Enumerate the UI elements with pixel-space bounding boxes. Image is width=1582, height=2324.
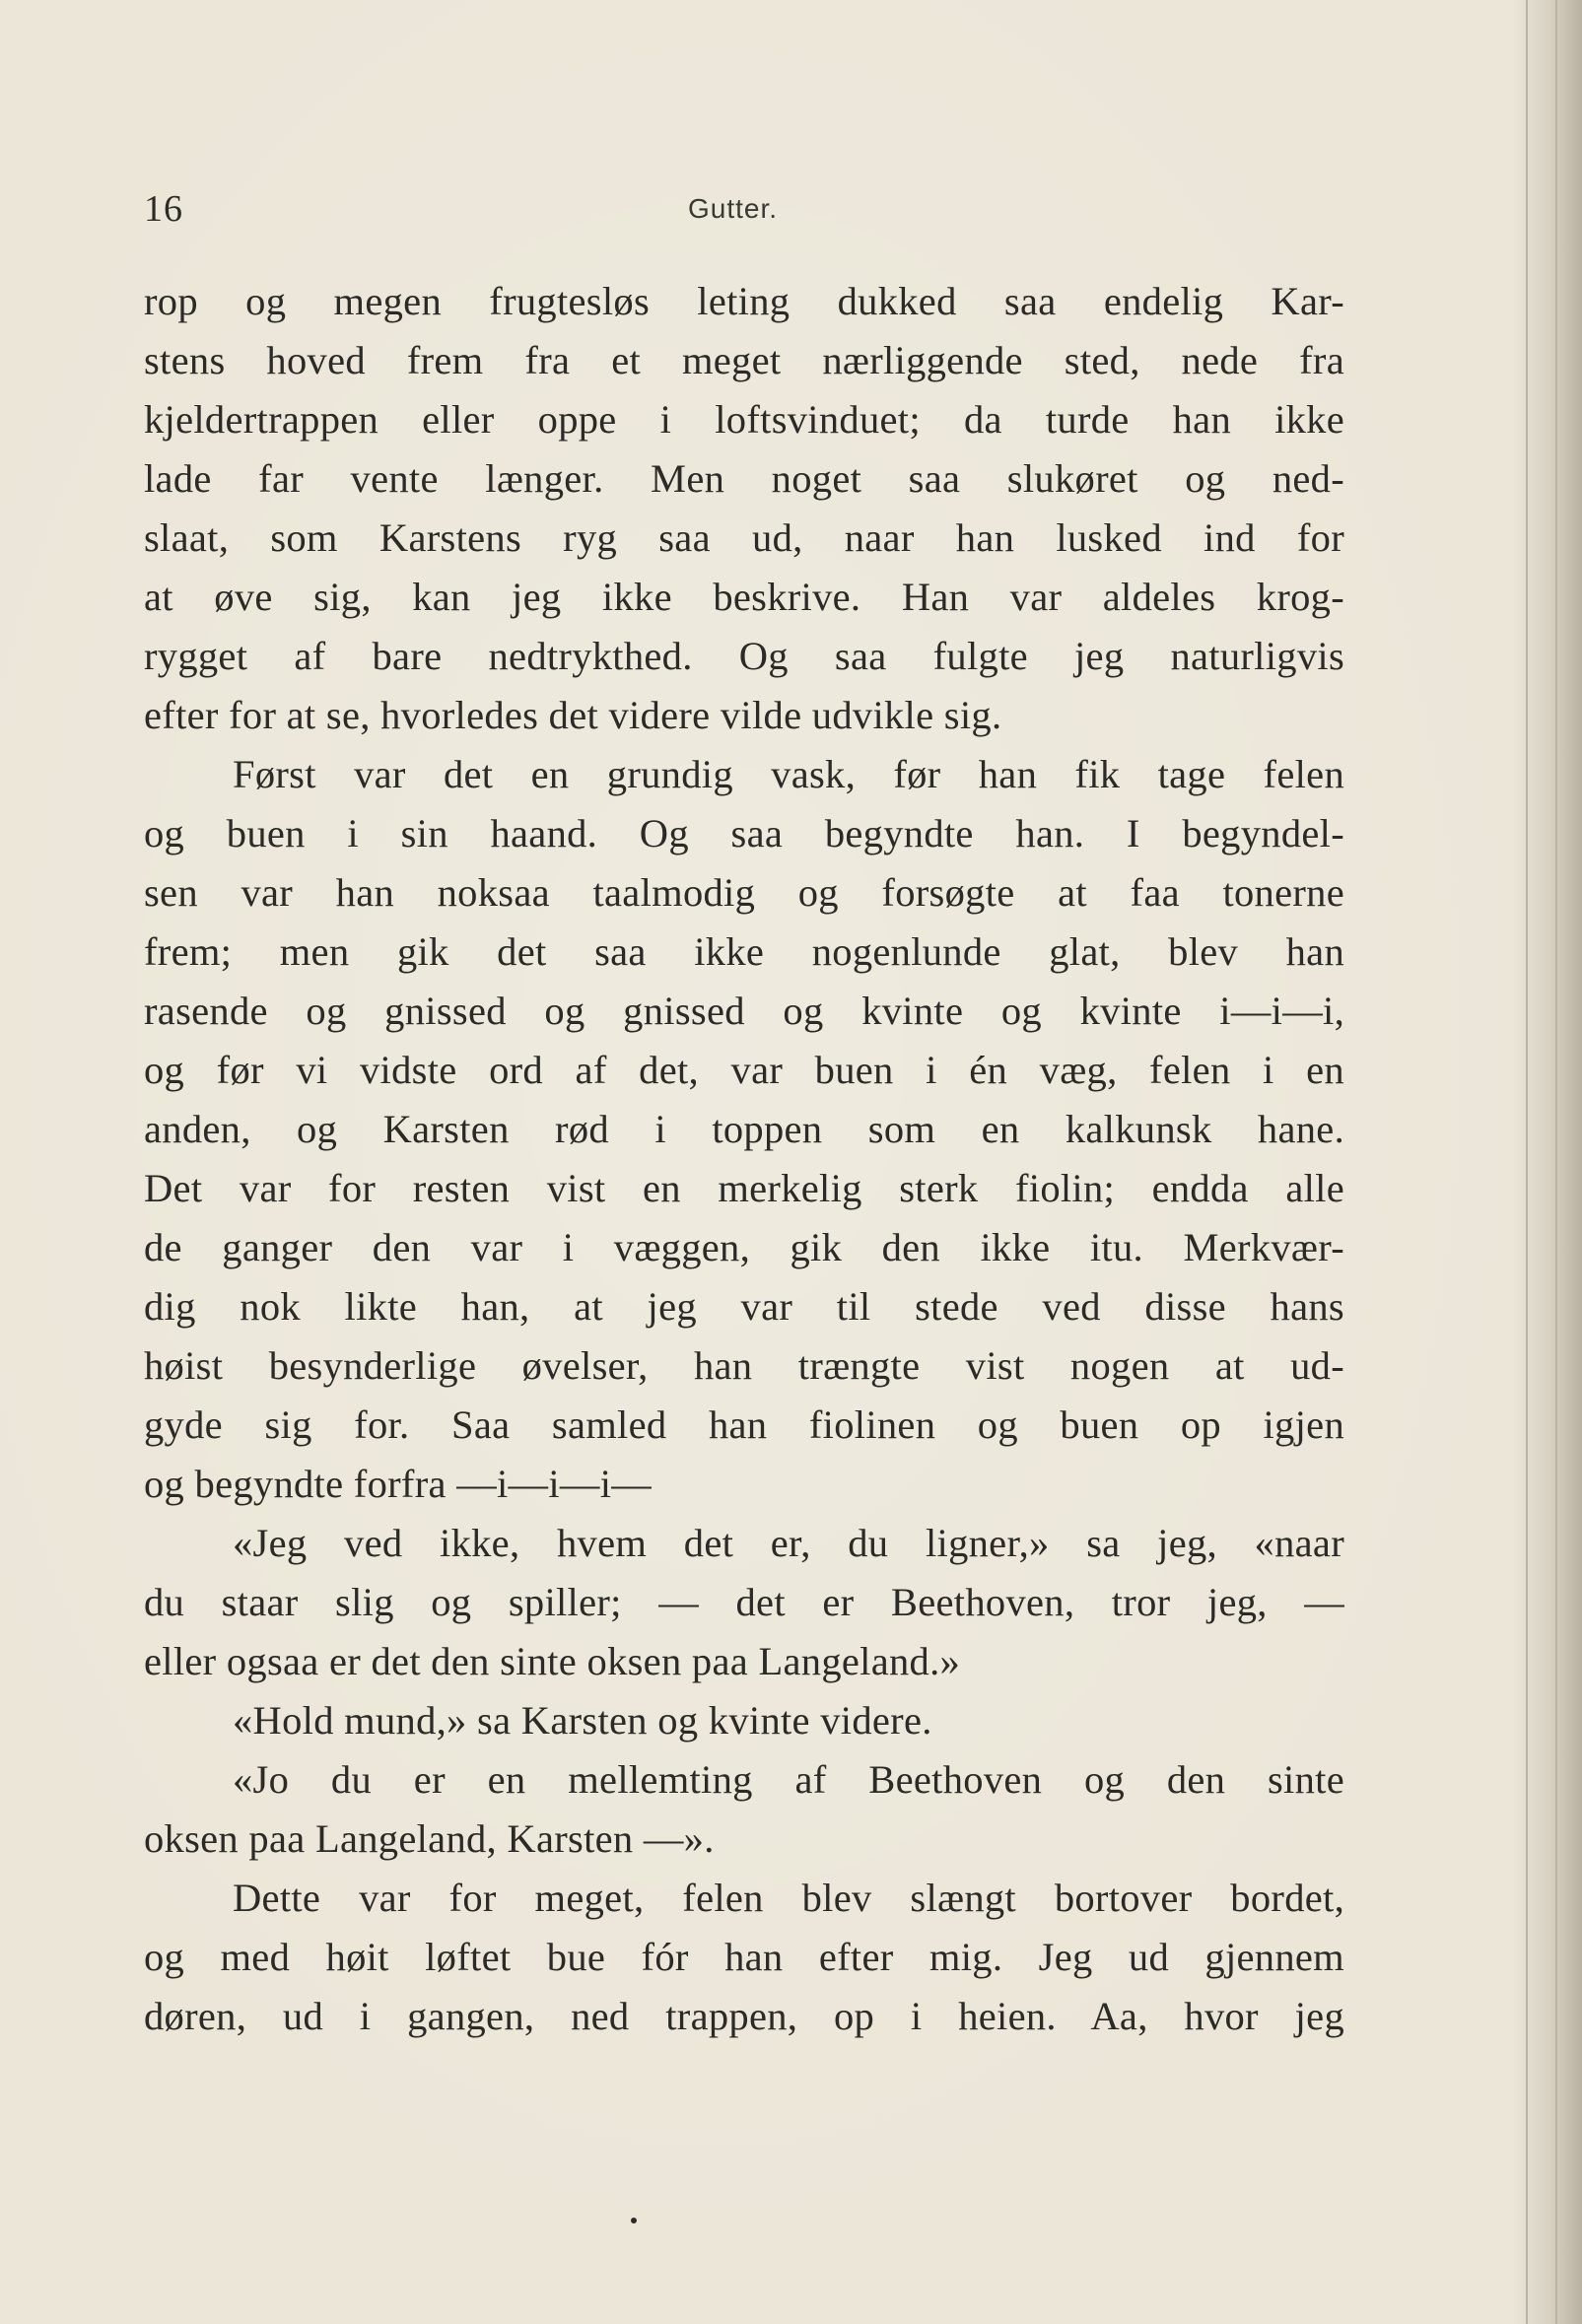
text-line: «Jeg ved ikke, hvem det er, du ligner,» sa jeg, «naar xyxy=(233,1521,1344,1565)
text-line: du staar slig og spiller; — det er Beethoven, tror jeg, — xyxy=(144,1580,1344,1624)
text-line: slaat, som Karstens ryg saa ud, naar han lusked ind for xyxy=(144,515,1344,560)
text-line: lade far vente længer. Men noget saa slukøret og ned- xyxy=(144,456,1344,501)
text-line: de ganger den var i væggen, gik den ikke itu. Merkvær- xyxy=(144,1225,1344,1269)
text-line: Først var det en grundig vask, før han fik tage felen xyxy=(233,752,1344,796)
text-line: at øve sig, kan jeg ikke beskrive. Han var aldeles krog- xyxy=(144,575,1344,619)
gutter-line xyxy=(1526,0,1528,2324)
ink-speck xyxy=(631,2218,637,2223)
text-line: og buen i sin haand. Og saa begyndte han. I begyndel- xyxy=(144,811,1344,855)
text-line: kjeldertrappen eller oppe i loftsvinduet; da turde han ikke xyxy=(144,397,1344,442)
page-number: 16 xyxy=(144,188,183,230)
text-line: oksen paa Langeland, Karsten —». xyxy=(144,1816,715,1861)
text-line: gyde sig for. Saa samled han fiolinen og buen op igjen xyxy=(144,1402,1344,1447)
text-line: og begyndte forfra —i—i—i— xyxy=(144,1462,653,1506)
text-line: Det var for resten vist en merkelig sterk fiolin; endda alle xyxy=(144,1166,1344,1210)
body-text xyxy=(144,272,1344,2046)
gutter-shadow xyxy=(1513,0,1582,2324)
text-line: stens hoved frem fra et meget nærliggende sted, nede fra xyxy=(144,338,1344,382)
gutter-line xyxy=(1555,0,1557,2324)
text-line: frem; men gik det saa ikke nogenlunde glat, blev han xyxy=(144,929,1344,974)
text-line: døren, ud i gangen, ned trappen, op i heien. Aa, hvor jeg xyxy=(144,1994,1344,2038)
text-line: rygget af bare nedtrykthed. Og saa fulgte jeg naturligvis xyxy=(144,634,1344,678)
page-header xyxy=(144,187,1346,237)
text-line: sen var han noksaa taalmodig og forsøgte at faa tonerne xyxy=(144,870,1344,915)
text-line: og med høit løftet bue fór han efter mig. Jeg ud gjennem xyxy=(144,1935,1344,1979)
text-line: Dette var for meget, felen blev slængt bortover bordet, xyxy=(233,1876,1344,1920)
text-line: «Jo du er en mellemting af Beethoven og den sinte xyxy=(233,1757,1344,1802)
text-line: «Hold mund,» sa Karsten og kvinte videre. xyxy=(233,1698,932,1743)
text-line: rasende og gnissed og gnissed og kvinte og kvinte i—i—i, xyxy=(144,989,1344,1033)
text-line: og før vi vidste ord af det, var buen i én væg, felen i en xyxy=(144,1048,1344,1092)
text-line: eller ogsaa er det den sinte oksen paa Langeland.» xyxy=(144,1639,961,1683)
text-line: efter for at se, hvorledes det videre vilde udvikle sig. xyxy=(144,693,1002,737)
text-line: anden, og Karsten rød i toppen som en kalkunsk hane. xyxy=(144,1107,1344,1151)
text-line: dig nok likte han, at jeg var til stede ved disse hans xyxy=(144,1284,1344,1329)
text-line: høist besynderlige øvelser, han trængte vist nogen at ud- xyxy=(144,1343,1344,1388)
running-head: Gutter. xyxy=(688,193,779,224)
text-line: rop og megen frugtesløs leting dukked saa endelig Kar- xyxy=(144,279,1344,323)
